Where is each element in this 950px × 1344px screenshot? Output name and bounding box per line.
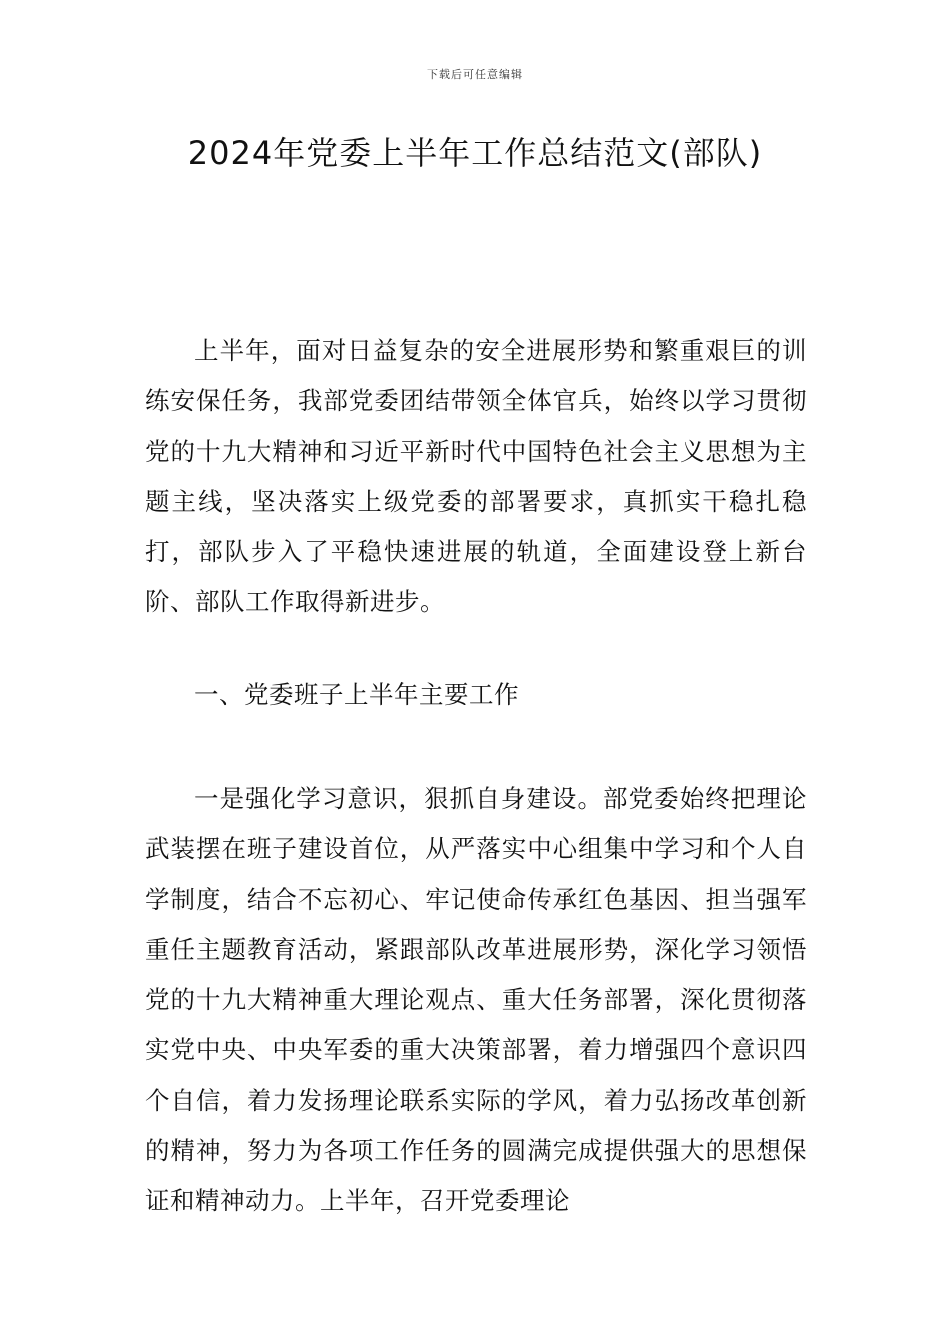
section-heading: 一、党委班子上半年主要工作 [194, 680, 519, 709]
header-note: 下载后可任意编辑 [427, 68, 523, 81]
section-paragraph: 一是强化学习意识，狠抓自身建设。部党委始终把理论武装摆在班子建设首位，从严落实中心组集中学习和个人自学制度，结合不忘初心、牢记使命传承红色基因、担当强军重任主题教育活动，紧跟部队改革进展形势，深化学习领悟党的十九大精神重大理论观点、重大任务部署，深化贯彻落实党中央、中央军委的重大决策部署，着力增强四个意识四个自信，着力发扬理论联系实际的学风，着力弘扬改革创新的精神，努力为各项工作任务的圆满完成提供强大的思想保证和精神动力。上半年，召开党委理论 [145, 784, 807, 1216]
document-title: 2024年党委上半年工作总结范文(部队) [187, 134, 763, 172]
intro-paragraph: 上半年，面对日益复杂的安全进展形势和繁重艰巨的训练安保任务，我部党委团结带领全体官兵，始终以学习贯彻党的十九大精神和习近平新时代中国特色社会主义思想为主题主线，坚决落实上级党委的部署要求，真抓实干稳扎稳打，部队步入了平稳快速进展的轨道，全面建设登上新台阶、部队工作取得新进步。 [145, 336, 807, 617]
